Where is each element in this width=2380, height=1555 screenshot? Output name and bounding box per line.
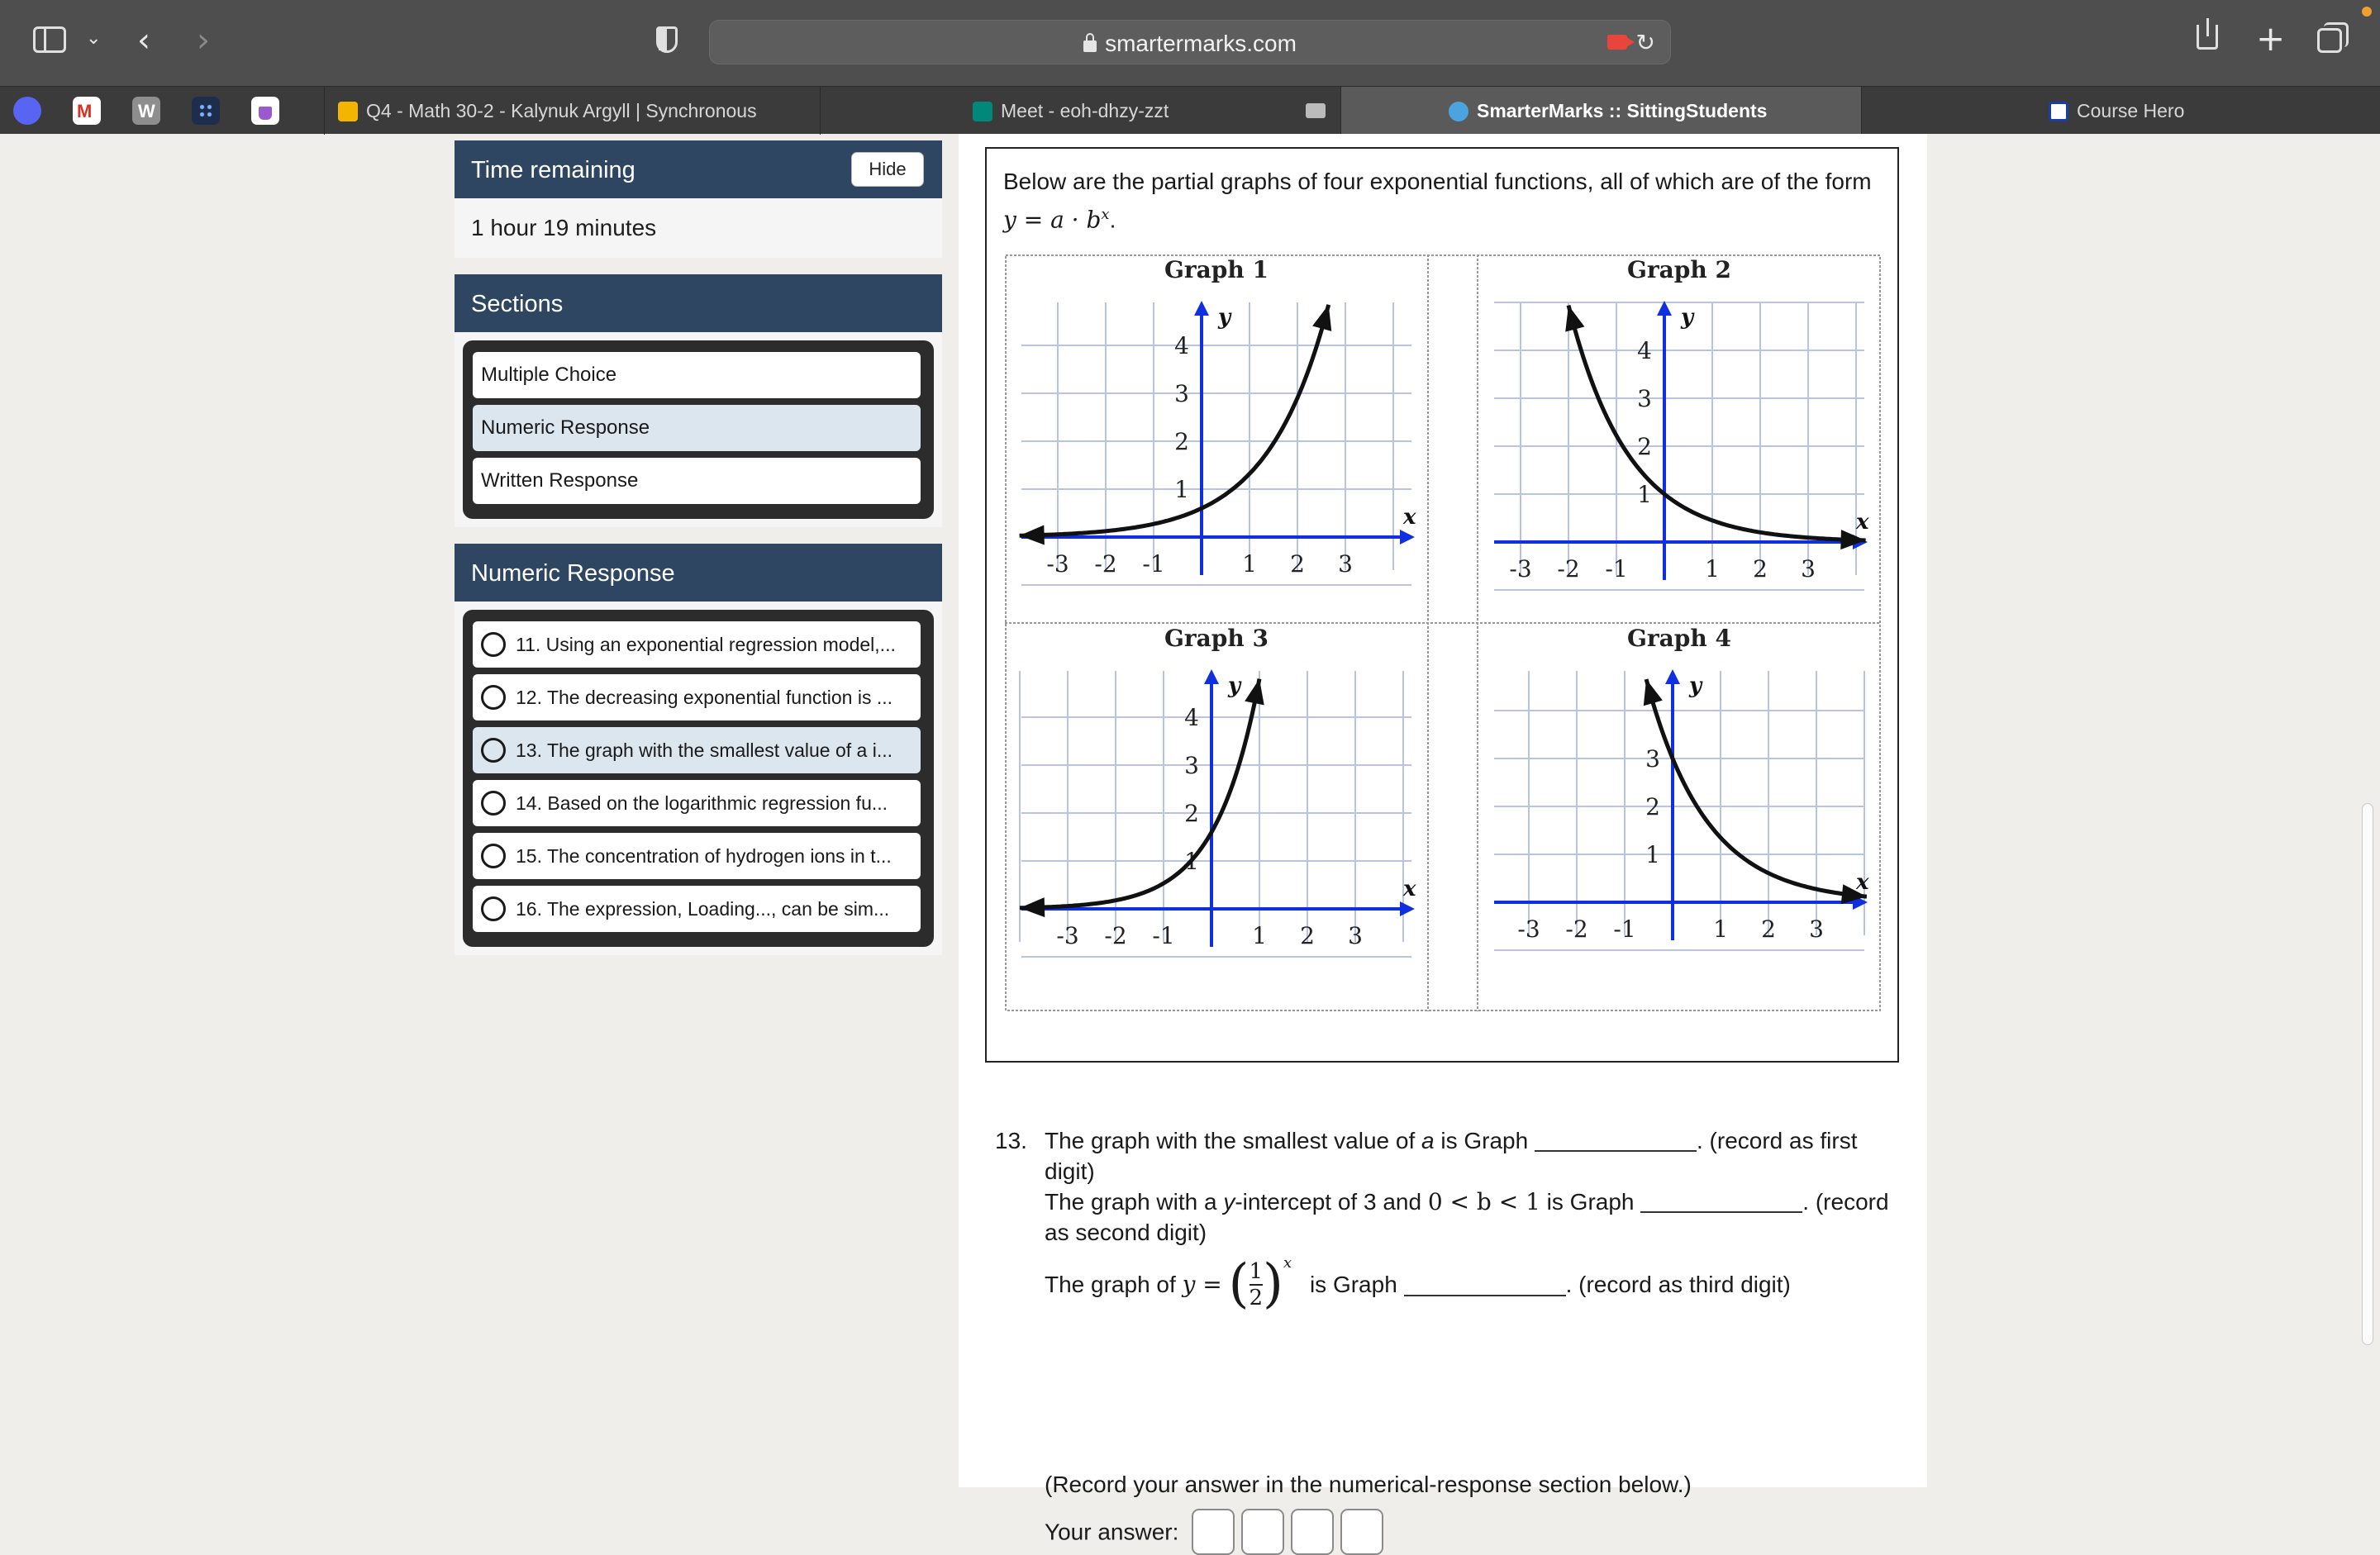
smartermarks-icon <box>1449 102 1468 121</box>
x-tick-label: -1 <box>1605 555 1628 583</box>
sections-list <box>463 340 934 519</box>
x-tick-label: 3 <box>1348 922 1363 949</box>
tab-course-hero[interactable] <box>1861 87 2380 135</box>
x-tick-label: -2 <box>1565 915 1588 943</box>
y-tick-label: 2 <box>1174 428 1189 455</box>
x-tick-label: 1 <box>1705 555 1720 583</box>
question-line-1 <box>1045 1125 1857 1186</box>
x-axis-label: x <box>1403 505 1416 530</box>
browser-toolbar <box>0 0 2380 86</box>
x-tick-label: 2 <box>1761 915 1776 943</box>
x-tick-label: 3 <box>1801 555 1816 583</box>
x-tick-label: 1 <box>1713 915 1728 943</box>
y-axis-label: y <box>1681 305 1694 330</box>
x-tick-label: 3 <box>1338 550 1353 578</box>
dots-icon[interactable] <box>192 97 220 125</box>
graphs-frame <box>1006 255 1880 1011</box>
graph-title: Graph 1 <box>1164 256 1269 283</box>
section-written-response[interactable]: Written Response <box>473 458 921 504</box>
left-paren: ( <box>1228 1253 1250 1315</box>
intro-formula: y = a · b <box>1003 206 1102 234</box>
radio-icon <box>481 738 506 763</box>
question-item-15[interactable] <box>473 833 921 879</box>
course-hero-icon <box>2049 102 2068 121</box>
y-tick-label: 1 <box>1637 481 1652 508</box>
notification-dot <box>2362 7 2372 17</box>
question-label: 16. The expression, Loading..., can be sim... <box>516 898 890 920</box>
fraction-numerator: 1 <box>1249 1258 1264 1284</box>
time-remaining-value: 1 hour 19 minutes <box>471 215 657 240</box>
answer-row <box>1045 1509 1383 1555</box>
camera-in-use-icon[interactable] <box>1607 35 1627 50</box>
tab-meet[interactable] <box>820 87 1340 135</box>
timer-body <box>455 198 942 258</box>
sections-title: Sections <box>471 291 564 317</box>
y-tick-label: 3 <box>1184 752 1199 779</box>
question-line-2 <box>1045 1186 1889 1248</box>
tab-bar <box>0 86 2380 134</box>
x-tick-label: -2 <box>1104 922 1127 949</box>
line1-text-b: is Graph <box>1434 1128 1535 1153</box>
forward-icon[interactable]: › <box>197 21 210 59</box>
question-item-14[interactable] <box>473 780 921 826</box>
radio-icon <box>481 685 506 710</box>
y-tick-label: 2 <box>1184 800 1199 827</box>
blank-3 <box>1404 1273 1566 1296</box>
tab-label: SmarterMarks :: SittingStudents <box>1477 100 1768 121</box>
x-tick-label: 2 <box>1290 550 1305 578</box>
question-item-16[interactable] <box>473 886 921 932</box>
y-tick-label: 4 <box>1637 337 1652 364</box>
x-tick-label: 1 <box>1242 550 1257 578</box>
section-numeric-response[interactable]: Numeric Response <box>473 405 921 451</box>
timer-title: Time remaining <box>471 157 635 183</box>
tab-label: Course Hero <box>2077 100 2185 121</box>
x-tick-label: -2 <box>1557 555 1580 583</box>
graph-title: Graph 3 <box>1164 625 1269 652</box>
x-axis-label: x <box>1856 510 1869 535</box>
x-tick-label: 2 <box>1753 555 1768 583</box>
question-line-3 <box>1045 1248 1791 1314</box>
radio-icon <box>481 791 506 816</box>
y-tick-label: 3 <box>1645 745 1660 773</box>
answer-label: Your answer: <box>1045 1519 1179 1545</box>
numeric-response-title: Numeric Response <box>471 560 675 587</box>
y-tick-label: 3 <box>1637 385 1652 412</box>
radio-icon <box>481 632 506 657</box>
record-note: (Record your answer in the numerical-response section below.) <box>1045 1472 1692 1497</box>
back-icon[interactable]: ‹ <box>137 21 150 59</box>
line2-text-a: The graph with a <box>1045 1189 1224 1215</box>
tab-math-class[interactable] <box>324 87 820 135</box>
question-item-13[interactable] <box>473 727 921 773</box>
x-tick-label: -3 <box>1046 550 1069 578</box>
question-item-12[interactable] <box>473 674 921 720</box>
question-list <box>463 610 934 947</box>
tab-smartermarks[interactable] <box>1340 87 1861 135</box>
line3-text-a: The graph of <box>1045 1272 1183 1298</box>
y-axis-label: y <box>1218 305 1231 330</box>
y-axis-label: y <box>1228 673 1241 698</box>
numeric-response-body <box>455 602 942 955</box>
reload-icon[interactable]: ↻ <box>1635 29 1655 56</box>
x-tick-label: -1 <box>1613 915 1636 943</box>
line2-inequality: 0 < b < 1 <box>1427 1188 1540 1215</box>
radio-icon <box>481 896 506 921</box>
classroom-icon <box>338 102 358 121</box>
timer-header <box>455 140 942 198</box>
y-tick-label: 2 <box>1637 433 1652 460</box>
privacy-shield-icon[interactable] <box>656 26 678 53</box>
question-panel <box>959 134 1927 1545</box>
line3-text-b: is Graph <box>1309 1272 1404 1298</box>
intro-text: Below are the partial graphs of four exponential functions, all of which are of the form <box>1003 169 1872 194</box>
w-icon[interactable]: W <box>132 97 160 125</box>
answer-digit-1[interactable] <box>1192 1509 1235 1555</box>
chevron-down-icon[interactable]: ⌄ <box>86 28 102 49</box>
lock-icon <box>1083 40 1097 52</box>
x-tick-label: 2 <box>1300 922 1315 949</box>
radio-icon <box>481 844 506 868</box>
answer-digit-4[interactable] <box>1340 1509 1383 1555</box>
line1-text-c: . (record as first <box>1696 1128 1858 1153</box>
x-axis-label: x <box>1856 870 1869 895</box>
fraction-denominator: 2 <box>1249 1285 1264 1310</box>
flask-icon[interactable] <box>251 97 279 125</box>
y-axis-label: y <box>1689 673 1702 698</box>
question-label: 15. The concentration of hydrogen ions in t... <box>516 845 892 867</box>
numeric-response-header <box>455 544 942 602</box>
y-tick-label: 2 <box>1645 793 1660 820</box>
gmail-icon[interactable]: M <box>73 97 101 125</box>
blank-2 <box>1640 1190 1802 1213</box>
y-tick-label: 3 <box>1174 380 1189 407</box>
line2-var: y <box>1223 1189 1235 1215</box>
sidebar-toggle-icon[interactable] <box>33 26 66 53</box>
x-tick-label: 3 <box>1809 915 1824 943</box>
line2-text-c: is Graph <box>1540 1189 1641 1215</box>
question-figure-box <box>985 147 1899 1063</box>
right-paren: ) <box>1263 1253 1284 1315</box>
question-label: 14. Based on the logarithmic regression fu... <box>516 792 888 814</box>
new-tab-icon[interactable]: + <box>2256 18 2286 59</box>
question-label: 11. Using an exponential regression model,... <box>516 634 896 655</box>
line1-text-a: The graph with the smallest value of <box>1045 1128 1422 1153</box>
y-tick-label: 1 <box>1645 841 1660 868</box>
x-tick-label: -3 <box>1056 922 1079 949</box>
share-icon[interactable] <box>2197 25 2218 50</box>
y-tick-label: 1 <box>1174 476 1189 503</box>
graph-title: Graph 4 <box>1627 625 1731 652</box>
line3-exponent: x <box>1283 1254 1292 1272</box>
y-tick-label: 1 <box>1184 848 1199 875</box>
section-multiple-choice[interactable]: Multiple Choice <box>473 352 921 398</box>
question-label: 12. The decreasing exponential function is ... <box>516 687 893 708</box>
answer-digit-3[interactable] <box>1291 1509 1334 1555</box>
hide-timer-button[interactable]: Hide <box>851 152 924 187</box>
tab-label: Meet - eoh-dhzy-zzt <box>1001 100 1169 121</box>
question-intro: Below are the partial graphs of four exponential functions, all of which are of the form $y = a \cdot b^x$. <box>1003 169 1872 234</box>
line2-text-b: -intercept of 3 and <box>1235 1189 1428 1215</box>
x-tick-label: -1 <box>1152 922 1175 949</box>
video-icon <box>1306 103 1326 118</box>
answer-digit-2[interactable] <box>1241 1509 1284 1555</box>
sections-header <box>455 274 942 332</box>
discord-icon[interactable] <box>13 97 41 125</box>
x-tick-label: -2 <box>1094 550 1117 578</box>
line2-text-e: as second digit) <box>1045 1220 1207 1245</box>
tab-label: Q4 - Math 30-2 - Kalynuk Argyll | Synchronous <box>366 100 757 121</box>
x-tick-label: -3 <box>1509 555 1532 583</box>
line3-text-c: . (record as third digit) <box>1565 1272 1791 1298</box>
intro-formula-exponent: x <box>1101 206 1110 223</box>
x-tick-label: -3 <box>1517 915 1540 943</box>
graphs-figure <box>1005 254 1881 1011</box>
y-tick-label: 4 <box>1184 704 1199 731</box>
blank-1 <box>1535 1129 1697 1152</box>
address-bar[interactable] <box>709 20 1671 64</box>
line1-text-d: digit) <box>1045 1158 1095 1184</box>
page-scrollbar[interactable] <box>2362 803 2373 1345</box>
tab-overview-icon[interactable] <box>2317 28 2342 53</box>
question-number: 13. <box>995 1128 1027 1153</box>
question-label: 13. The graph with the smallest value of a i... <box>516 739 892 761</box>
graph-title: Graph 2 <box>1627 256 1731 283</box>
line2-text-d: . (record <box>1802 1189 1889 1215</box>
line1-var: a <box>1421 1128 1435 1153</box>
sections-body <box>455 332 942 527</box>
x-tick-label: 1 <box>1252 922 1267 949</box>
question-item-11[interactable] <box>473 621 921 668</box>
x-tick-label: -1 <box>1142 550 1165 578</box>
y-tick-label: 4 <box>1174 332 1189 359</box>
line3-y-equals: y = <box>1182 1271 1222 1299</box>
x-axis-label: x <box>1403 877 1416 901</box>
url-text: smartermarks.com <box>1105 31 1297 56</box>
fraction-one-half <box>1250 1259 1264 1310</box>
meet-icon <box>973 102 992 121</box>
